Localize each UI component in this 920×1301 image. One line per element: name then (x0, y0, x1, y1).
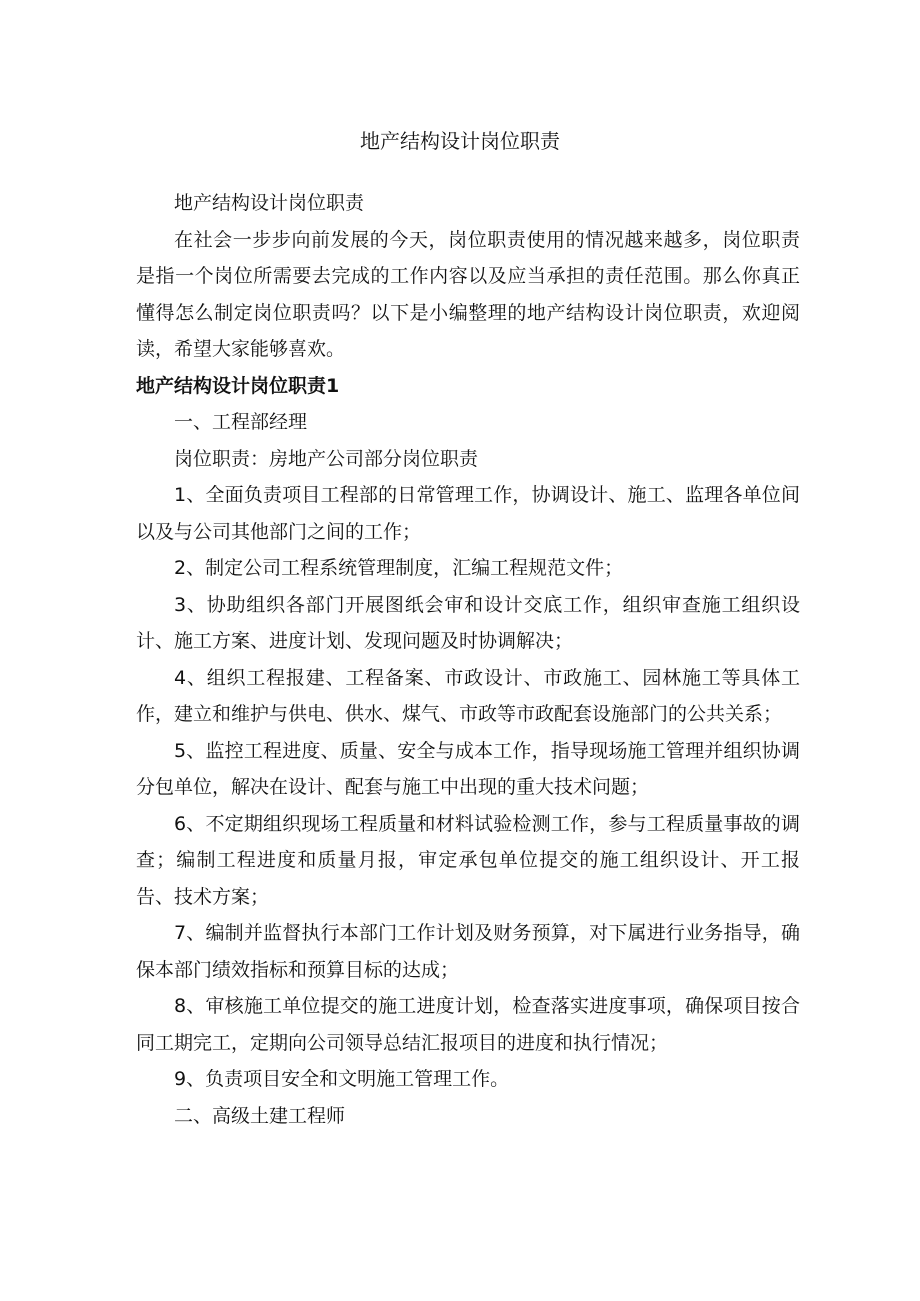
section-heading: 地产结构设计岗位职责1 (136, 374, 340, 397)
duty-item: 9、负责项目安全和文明施工管理工作。 (174, 1068, 510, 1090)
duty-item: 1、全面负责项目工程部的日常管理工作，协调设计、施工、监理各单位间以及与公司其他部门之间的工作； (136, 484, 800, 543)
duty-item: 3、协助组织各部门开展图纸会审和设计交底工作，组织审查施工组织设计、施工方案、进度计划、发现问题及时协调解决； (136, 593, 800, 652)
duty-item: 7、编制并监督执行本部门工作计划及财务预算，对下属进行业务指导，确保本部门绩效指标和预算目标的达成； (136, 922, 800, 981)
document-title: 地产结构设计岗位职责 (360, 129, 560, 153)
duty-item: 5、监控工程进度、质量、安全与成本工作，指导现场施工管理并组织协调分包单位，解决在设计、配套与施工中出现的重大技术问题； (136, 739, 800, 798)
role-heading-senior-civil-engineer: 二、高级土建工程师 (174, 1104, 346, 1127)
role-heading-engineering-manager: 一、工程部经理 (174, 411, 308, 433)
duty-item: 8、审核施工单位提交的施工进度计划，检查落实进度事项，确保项目按合同工期完工，定期向公司领导总结汇报项目的进度和执行情况； (136, 995, 800, 1054)
duty-item: 6、不定期组织现场工程质量和材料试验检测工作，参与工程质量事故的调查；编制工程进度和质量月报，审定承包单位提交的施工组织设计、开工报告、技术方案； (136, 812, 800, 908)
duty-item: 4、组织工程报建、工程备案、市政设计、市政施工、园林施工等具体工作，建立和维护与供电、供水、煤气、市政等市政配套设施部门的公共关系； (136, 666, 800, 725)
intro-paragraph: 在社会一步步向前发展的今天，岗位职责使用的情况越来越多，岗位职责是指一个岗位所需要去完成的工作内容以及应当承担的责任范围。那么你真正懂得怎么制定岗位职责吗？以下是小编整理的地产结构设计岗位职责，欢迎阅读，希望大家能够喜欢。 (136, 228, 800, 360)
duty-label: 岗位职责：房地产公司部分岗位职责 (174, 447, 479, 470)
duty-item: 2、制定公司工程系统管理制度，汇编工程规范文件； (174, 557, 624, 579)
document-body (136, 185, 800, 1134)
subtitle-paragraph: 地产结构设计岗位职责 (174, 192, 365, 214)
